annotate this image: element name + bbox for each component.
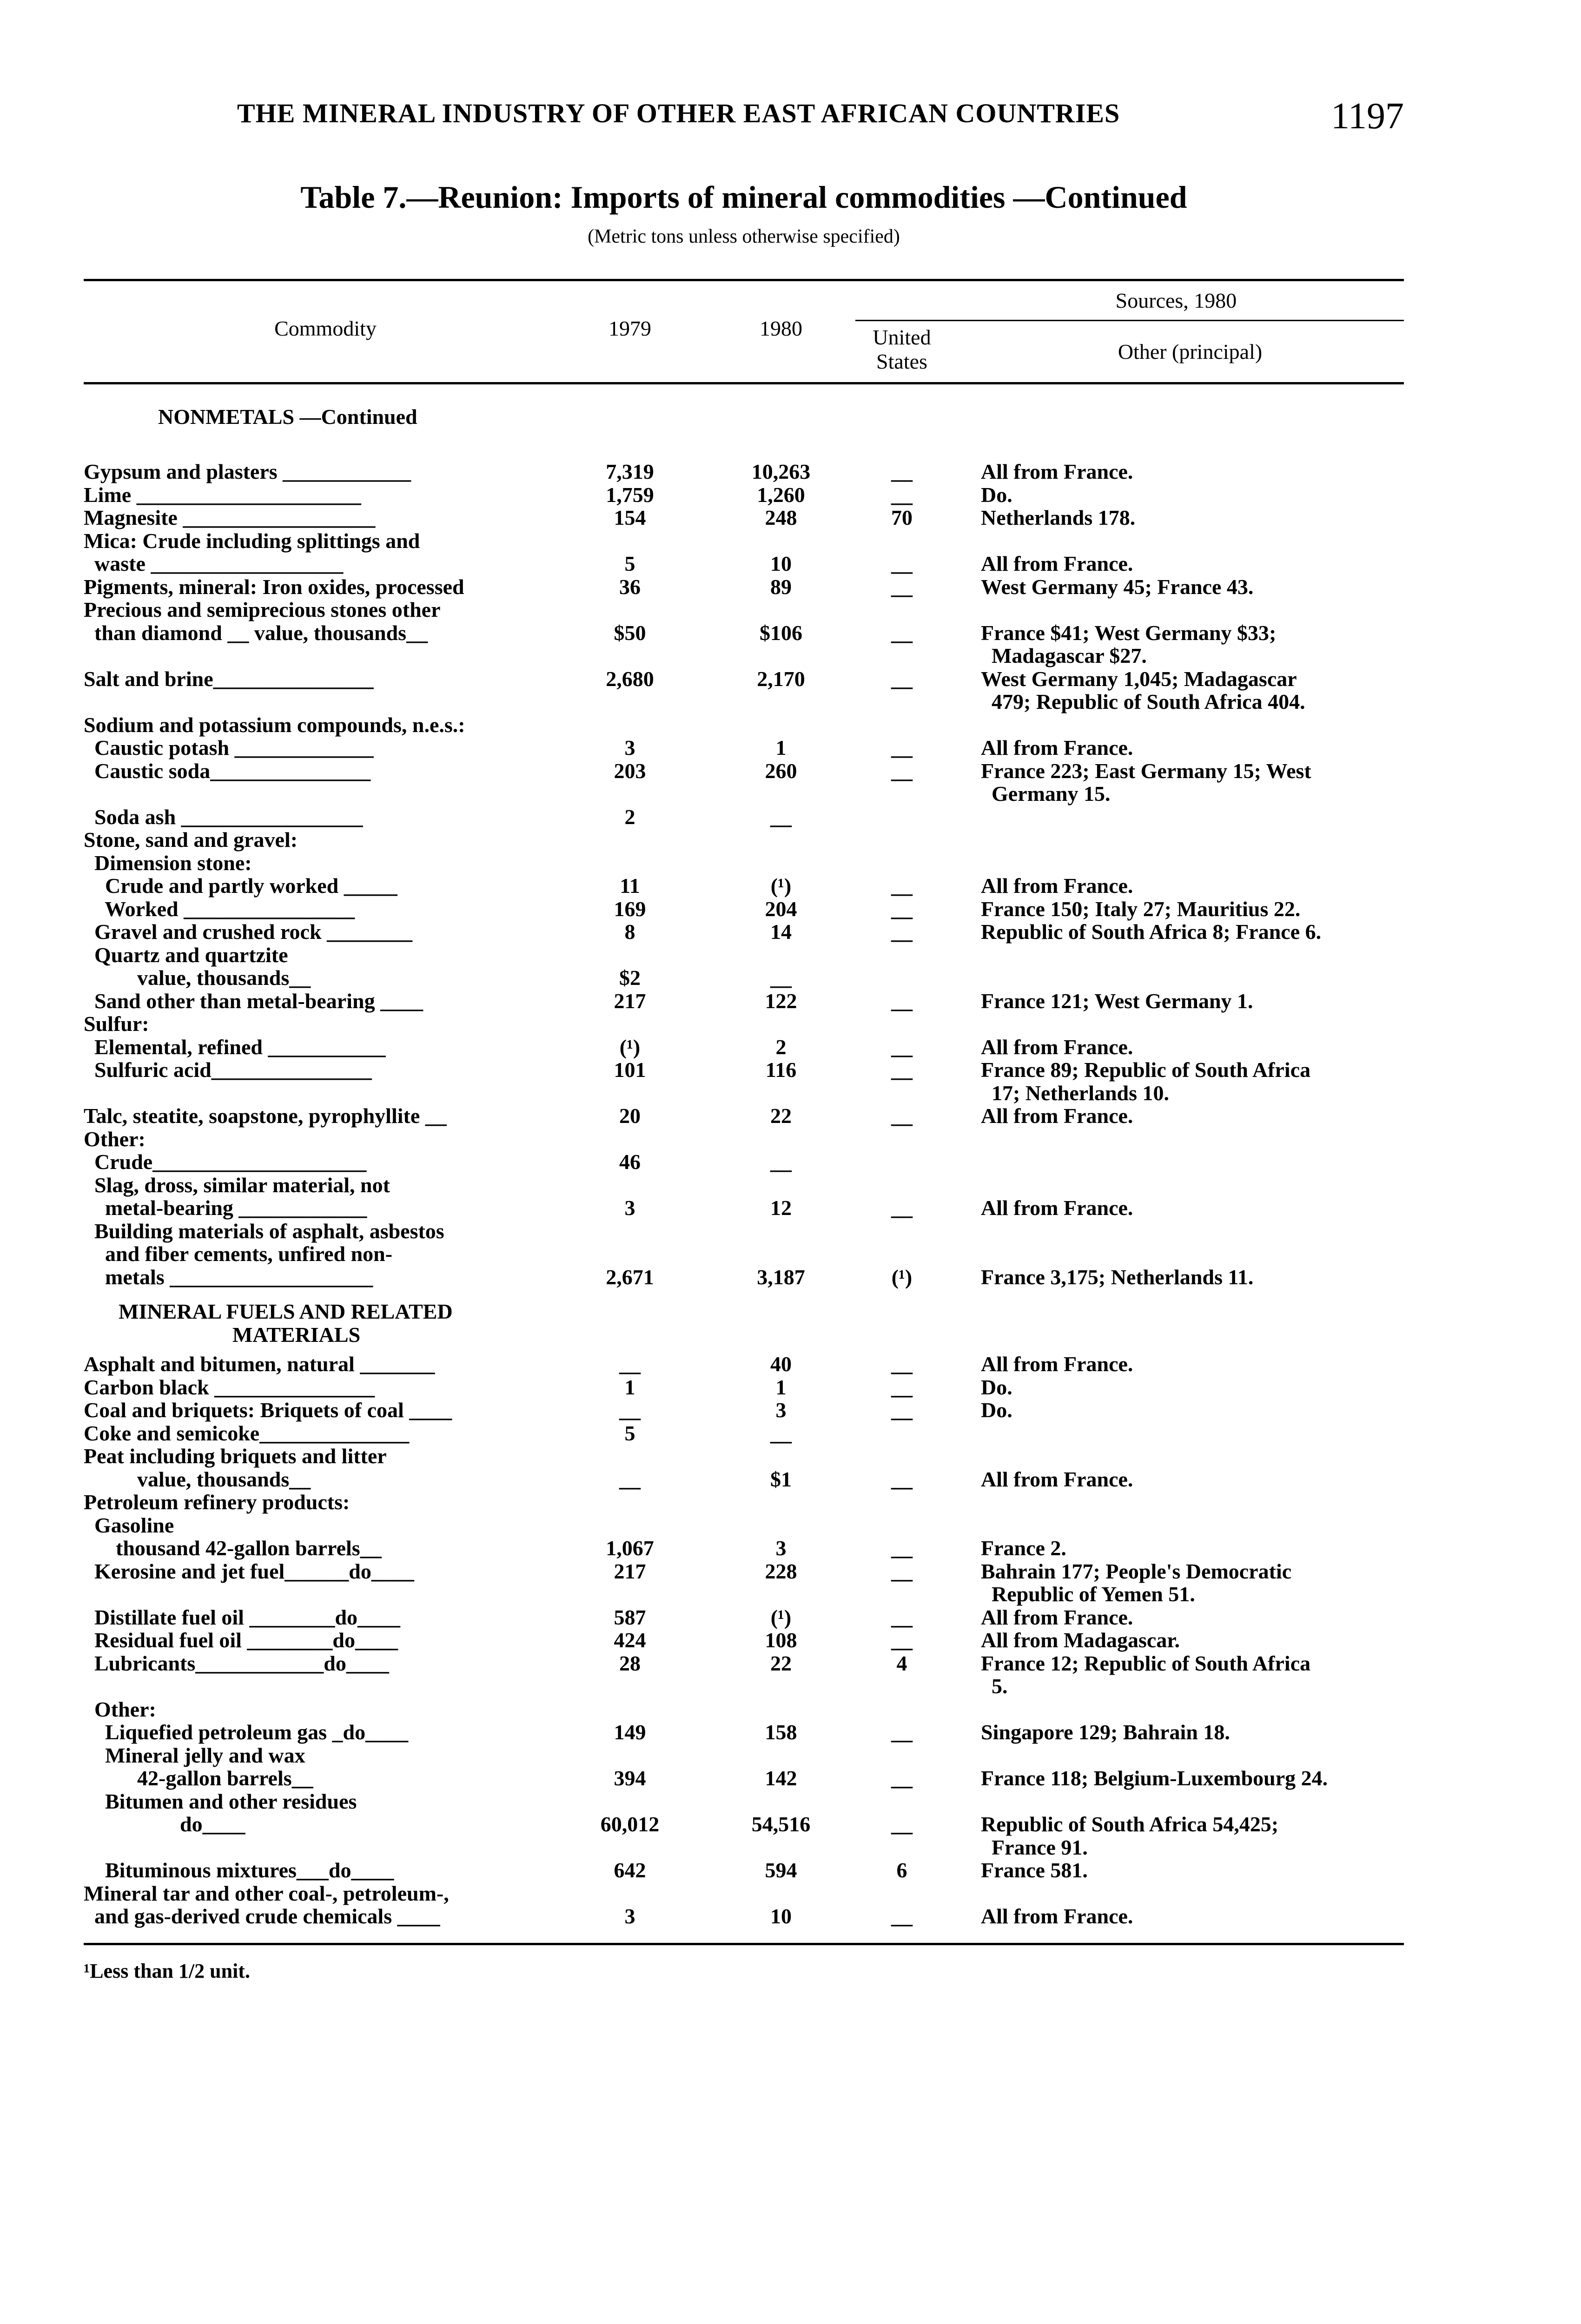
table-row	[84, 1859, 1404, 1882]
value-1980: 3,187	[757, 1265, 805, 1289]
value-1980: 142	[765, 1766, 797, 1790]
commodity-cell: Coke and semicoke______________	[84, 1421, 410, 1445]
commodity-cell: Crude and partly worked _____	[84, 874, 397, 898]
table-row	[84, 1583, 1404, 1606]
table-row	[84, 1376, 1404, 1399]
table-row	[84, 852, 1404, 875]
value-1979: 3	[624, 1904, 635, 1928]
value-other-principal: Singapore 129; Bahrain 18.	[981, 1720, 1230, 1744]
commodity-cell: than diamond __ value, thousands__	[84, 621, 428, 645]
value-1979: 8	[624, 920, 635, 944]
table-row	[84, 1266, 1404, 1289]
table-row	[84, 1196, 1404, 1220]
value-1979: __	[619, 1352, 641, 1376]
commodity-cell: Peat including briquets and litter	[84, 1444, 387, 1468]
commodity-cell: Dimension stone:	[84, 851, 252, 875]
header-united-states: United States	[873, 325, 931, 373]
header-other: Other (principal)	[1118, 340, 1263, 363]
value-1980: (¹)	[770, 874, 792, 898]
value-other-principal: France 91.	[981, 1835, 1088, 1859]
table-row	[84, 1836, 1404, 1859]
table-row	[84, 874, 1404, 898]
value-united-states: 4	[896, 1651, 907, 1675]
value-1980: 2	[775, 1035, 787, 1059]
value-other-principal: All from France.	[981, 874, 1133, 898]
table-row	[84, 1128, 1404, 1151]
commodity-cell: Slag, dross, similar material, not	[84, 1173, 390, 1197]
table-row	[84, 529, 1404, 553]
value-other-principal: West Germany 45; France 43.	[981, 574, 1254, 599]
table-row	[84, 1036, 1404, 1059]
table-row	[84, 1560, 1404, 1583]
value-1980: 10	[770, 552, 792, 575]
value-1979: 642	[614, 1858, 646, 1882]
value-1980: __	[770, 966, 792, 990]
commodity-cell: Sulfur:	[84, 1012, 149, 1036]
value-1979: 217	[614, 1559, 646, 1583]
commodity-cell: Gasoline	[84, 1513, 174, 1537]
commodity-cell: Stone, sand and gravel:	[84, 828, 298, 852]
value-1980: 1	[775, 736, 787, 759]
commodity-cell: Caustic potash _____________	[84, 736, 374, 759]
value-united-states: __	[891, 621, 913, 645]
value-other-principal: France 89; Republic of South Africa	[981, 1058, 1311, 1082]
value-united-states: __	[891, 1605, 913, 1629]
value-other-principal: France 12; Republic of South Africa	[981, 1651, 1311, 1675]
commodity-cell: Building materials of asphalt, asbestos	[84, 1219, 444, 1243]
value-other-principal: France 121; West Germany 1.	[981, 989, 1253, 1013]
value-united-states: __	[891, 1375, 913, 1399]
value-other-principal: 479; Republic of South Africa 404.	[981, 690, 1305, 713]
value-other-principal: Republic of Yemen 51.	[981, 1582, 1195, 1606]
value-united-states: __	[891, 874, 913, 898]
table-row	[84, 1082, 1404, 1105]
value-1980: 158	[765, 1720, 797, 1744]
table-row	[84, 1220, 1404, 1243]
table-row	[84, 713, 1404, 737]
table-row	[84, 1422, 1404, 1445]
value-1980: 10,263	[751, 460, 811, 483]
value-1979: 7,319	[606, 460, 654, 483]
value-1980: 40	[770, 1352, 792, 1376]
value-other-principal: Madagascar $27.	[981, 644, 1147, 667]
value-other-principal: 17; Netherlands 10.	[981, 1081, 1170, 1105]
value-united-states: __	[891, 1352, 913, 1376]
commodity-cell: Precious and semiprecious stones other	[84, 598, 441, 621]
value-other-principal: France $41; West Germany $33;	[981, 621, 1277, 645]
table-title: Table 7.—Reunion: Imports of mineral commodities —Continued	[300, 179, 1187, 215]
value-1980: 108	[765, 1628, 797, 1652]
commodity-cell: Petroleum refinery products:	[84, 1490, 350, 1514]
value-1979: 2,680	[606, 667, 654, 691]
commodity-cell: Gypsum and plasters ____________	[84, 460, 411, 483]
value-united-states: __	[891, 1398, 913, 1422]
commodity-cell: Bituminous mixtures___do____	[84, 1858, 394, 1882]
table-row	[84, 1445, 1404, 1468]
commodity-cell: Elemental, refined ___________	[84, 1035, 386, 1059]
value-1979: 1,759	[606, 482, 654, 507]
table-row	[84, 460, 1404, 483]
table-row	[84, 736, 1404, 759]
table-row	[84, 1104, 1404, 1128]
value-1979: __	[619, 1398, 641, 1422]
section-fuels-line2: MATERIALS	[232, 1323, 361, 1347]
table-row	[84, 1675, 1404, 1698]
commodity-cell: Quartz and quartzite	[84, 943, 288, 967]
value-united-states: __	[891, 552, 913, 575]
value-1980: 22	[770, 1104, 792, 1128]
table-row	[84, 1767, 1404, 1790]
sources-rule	[855, 320, 1404, 321]
value-united-states: 6	[896, 1858, 907, 1882]
commodity-cell: 42-gallon barrels__	[84, 1766, 313, 1790]
value-1980: 594	[765, 1858, 797, 1882]
value-other-principal: Netherlands 178.	[981, 506, 1136, 529]
value-other-principal: All from France.	[981, 1104, 1133, 1128]
value-1980: __	[770, 1421, 792, 1445]
value-1979: 60,012	[600, 1812, 660, 1836]
table-row	[84, 1790, 1404, 1813]
value-other-principal: 5.	[981, 1674, 1008, 1698]
value-other-principal: All from France.	[981, 552, 1133, 575]
table-row	[84, 1813, 1404, 1836]
value-1979: __	[619, 1467, 641, 1491]
value-other-principal: All from France.	[981, 1035, 1133, 1059]
value-other-principal: All from France.	[981, 736, 1133, 759]
running-head: THE MINERAL INDUSTRY OF OTHER EAST AFRICAN COUNTRIES	[237, 98, 1120, 128]
commodity-cell: Caustic soda_______________	[84, 759, 371, 783]
commodity-cell: Crude____________________	[84, 1150, 367, 1174]
commodity-cell: metals ___________________	[84, 1265, 373, 1289]
table-row	[84, 644, 1404, 667]
table-row	[84, 1629, 1404, 1652]
value-1979: 1	[624, 1375, 635, 1399]
value-1979: 5	[624, 1421, 635, 1445]
table-subtitle: (Metric tons unless otherwise specified)	[588, 226, 900, 247]
value-1979: 101	[614, 1058, 646, 1082]
table-row	[84, 552, 1404, 575]
value-united-states: __	[891, 920, 913, 944]
value-1979: 424	[614, 1628, 646, 1652]
value-1979: 3	[624, 736, 635, 759]
value-united-states: __	[891, 460, 913, 483]
value-1980: 10	[770, 1904, 792, 1928]
commodity-cell: Soda ash _________________	[84, 805, 363, 829]
value-other-principal: France 118; Belgium-Luxembourg 24.	[981, 1766, 1328, 1790]
commodity-cell: Other:	[84, 1127, 146, 1151]
value-1979: 217	[614, 989, 646, 1013]
commodity-cell: Magnesite __________________	[84, 506, 376, 529]
value-united-states: __	[891, 1104, 913, 1128]
table-row	[84, 1882, 1404, 1905]
commodity-cell: Bitumen and other residues	[84, 1789, 357, 1813]
table-row	[84, 782, 1404, 805]
table-row	[84, 1491, 1404, 1514]
table-row	[84, 1174, 1404, 1197]
table-row	[84, 1514, 1404, 1537]
value-united-states: __	[891, 1536, 913, 1560]
value-other-principal: Republic of South Africa 8; France 6.	[981, 920, 1322, 944]
value-1979: 394	[614, 1766, 646, 1790]
value-other-principal: France 2.	[981, 1536, 1066, 1560]
commodity-cell: Salt and brine_______________	[84, 667, 374, 691]
commodity-cell: value, thousands__	[84, 1467, 311, 1491]
commodity-cell: Asphalt and bitumen, natural _______	[84, 1352, 435, 1376]
value-united-states: __	[891, 1628, 913, 1652]
value-united-states: __	[891, 1720, 913, 1744]
header-1979: 1979	[609, 317, 651, 340]
value-other-principal: Do.	[981, 1398, 1012, 1422]
table-row	[84, 1468, 1404, 1491]
commodity-cell: Talc, steatite, soapstone, pyrophyllite __	[84, 1104, 447, 1128]
value-other-principal: All from France.	[981, 1196, 1133, 1220]
value-united-states: __	[891, 1812, 913, 1836]
value-other-principal: France 150; Italy 27; Mauritius 22.	[981, 897, 1301, 921]
value-1979: $50	[614, 621, 646, 645]
value-other-principal: Do.	[981, 1375, 1012, 1399]
table-row	[84, 990, 1404, 1013]
value-1980: __	[770, 805, 792, 829]
value-1979: 2	[624, 805, 635, 829]
value-united-states: __	[891, 667, 913, 691]
value-1979: 1,067	[606, 1536, 654, 1560]
table-row	[84, 667, 1404, 691]
commodity-cell: value, thousands__	[84, 966, 311, 990]
table-row	[84, 1606, 1404, 1629]
commodity-cell: Sodium and potassium compounds, n.e.s.:	[84, 713, 465, 737]
footnote: ¹Less than 1/2 unit.	[84, 1960, 250, 1982]
commodity-cell: Pigments, mineral: Iron oxides, processed	[84, 574, 464, 599]
value-1979: (¹)	[619, 1035, 641, 1059]
commodity-cell: Mineral tar and other coal-, petroleum-,	[84, 1881, 449, 1905]
value-1980: 89	[770, 574, 792, 599]
value-united-states: (¹)	[891, 1265, 913, 1289]
value-1979: 5	[624, 552, 635, 575]
table-row	[84, 483, 1404, 507]
value-1980: $106	[760, 621, 802, 645]
table-row	[84, 828, 1404, 852]
value-united-states: __	[891, 1058, 913, 1082]
table-row	[84, 1012, 1404, 1036]
value-other-principal: West Germany 1,045; Madagascar	[981, 667, 1297, 691]
commodity-cell: Lubricants____________do____	[84, 1651, 389, 1675]
table-row	[84, 1058, 1404, 1082]
value-united-states: __	[891, 1035, 913, 1059]
value-1979: 28	[619, 1651, 641, 1675]
table-row	[84, 598, 1404, 621]
value-united-states: __	[891, 1559, 913, 1583]
value-1980: $1	[770, 1467, 792, 1491]
value-other-principal: Republic of South Africa 54,425;	[981, 1812, 1279, 1836]
table-row	[84, 805, 1404, 829]
value-1979: 20	[619, 1104, 641, 1128]
value-other-principal: Germany 15.	[981, 782, 1111, 805]
value-united-states: __	[891, 482, 913, 507]
value-other-principal: Do.	[981, 482, 1012, 507]
value-1980: 3	[775, 1536, 787, 1560]
section-nonmetals: NONMETALS —Continued	[158, 405, 417, 429]
table-row	[84, 1242, 1404, 1266]
commodity-cell: Lime _____________________	[84, 482, 361, 507]
table-row	[84, 1399, 1404, 1422]
commodity-cell: Residual fuel oil ________do____	[84, 1628, 398, 1652]
value-other-principal: Bahrain 177; People's Democratic	[981, 1559, 1292, 1583]
value-1980: 12	[770, 1196, 792, 1220]
commodity-cell: Mineral jelly and wax	[84, 1743, 305, 1767]
commodity-cell: and gas-derived crude chemicals ____	[84, 1904, 440, 1928]
page-number: 1197	[1330, 96, 1404, 137]
table-row	[84, 1150, 1404, 1174]
page	[84, 0, 1404, 2324]
value-1980: 116	[765, 1058, 797, 1082]
value-1980: 2,170	[757, 667, 805, 691]
commodity-cell: Liquefied petroleum gas _do____	[84, 1720, 409, 1744]
table-row	[84, 621, 1404, 645]
value-1980: 1,260	[757, 482, 805, 507]
commodity-cell: Other:	[84, 1697, 156, 1721]
value-1979: 203	[614, 759, 646, 783]
commodity-cell: Distillate fuel oil ________do____	[84, 1605, 401, 1629]
commodity-cell: Sand other than metal-bearing ____	[84, 989, 423, 1013]
value-1979: 587	[614, 1605, 646, 1629]
value-1979: $2	[619, 966, 641, 990]
value-united-states: __	[891, 574, 913, 599]
top-rule	[84, 279, 1404, 281]
value-other-principal: France 223; East Germany 15; West	[981, 759, 1311, 783]
value-1980: 260	[765, 759, 797, 783]
commodity-cell: and fiber cements, unfired non-	[84, 1242, 393, 1266]
value-1980: 3	[775, 1398, 787, 1422]
value-united-states: 70	[891, 506, 913, 529]
table-row	[84, 759, 1404, 783]
table-row	[84, 690, 1404, 713]
table-row	[84, 1537, 1404, 1560]
value-1979: 154	[614, 506, 646, 529]
value-united-states: __	[891, 1196, 913, 1220]
commodity-cell: do____	[84, 1812, 245, 1836]
value-other-principal: All from France.	[981, 1467, 1133, 1491]
value-1980: 14	[770, 920, 792, 944]
commodity-cell: Gravel and crushed rock ________	[84, 920, 413, 944]
table-row	[84, 506, 1404, 529]
commodity-cell: waste __________________	[84, 552, 344, 575]
commodity-cell: Mica: Crude including splittings and	[84, 528, 420, 553]
table-row	[84, 1652, 1404, 1675]
table-row	[84, 944, 1404, 967]
commodity-cell: Sulfuric acid_______________	[84, 1058, 372, 1082]
value-united-states: __	[891, 989, 913, 1013]
table-row	[84, 1353, 1404, 1376]
value-united-states: __	[891, 736, 913, 759]
table-row	[84, 1905, 1404, 1928]
value-other-principal: All from Madagascar.	[981, 1628, 1180, 1652]
table-row	[84, 1721, 1404, 1744]
value-united-states: __	[891, 1766, 913, 1790]
value-1979: 36	[619, 574, 641, 599]
value-1980: (¹)	[770, 1605, 792, 1629]
table-row	[84, 1698, 1404, 1721]
value-other-principal: France 581.	[981, 1858, 1088, 1882]
value-1979: 2,671	[606, 1265, 654, 1289]
commodity-cell: thousand 42-gallon barrels__	[84, 1536, 382, 1560]
header-1980: 1980	[760, 317, 802, 340]
value-1980: 204	[765, 897, 797, 921]
value-1980: 1	[775, 1375, 787, 1399]
table-row	[84, 898, 1404, 921]
value-1980: 228	[765, 1559, 797, 1583]
value-1979: 149	[614, 1720, 646, 1744]
value-united-states: __	[891, 1467, 913, 1491]
value-other-principal: All from France.	[981, 1352, 1133, 1376]
value-other-principal: All from France.	[981, 1605, 1133, 1629]
value-1979: 169	[614, 897, 646, 921]
value-1979: 46	[619, 1150, 641, 1174]
table-row	[84, 966, 1404, 990]
value-united-states: __	[891, 759, 913, 783]
value-united-states: __	[891, 1904, 913, 1928]
commodity-cell: metal-bearing ____________	[84, 1196, 367, 1220]
value-1980: 22	[770, 1651, 792, 1675]
value-1980: 248	[765, 506, 797, 529]
value-1980: 122	[765, 989, 797, 1013]
section-fuels-line1: MINERAL FUELS AND RELATED	[119, 1300, 453, 1323]
table-row	[84, 1744, 1404, 1767]
commodity-cell: Worked ________________	[84, 897, 355, 921]
header-bottom-rule	[84, 382, 1404, 384]
commodity-cell: Coal and briquets: Briquets of coal ____	[84, 1398, 452, 1422]
value-1980: 54,516	[751, 1812, 811, 1836]
value-other-principal: France 3,175; Netherlands 11.	[981, 1265, 1254, 1289]
value-1980: __	[770, 1150, 792, 1174]
table-bottom-rule	[84, 1943, 1404, 1945]
header-sources: Sources, 1980	[1115, 289, 1237, 312]
value-other-principal: All from France.	[981, 1904, 1133, 1928]
value-united-states: __	[891, 897, 913, 921]
table-row	[84, 920, 1404, 944]
header-commodity: Commodity	[274, 317, 377, 340]
value-1979: 3	[624, 1196, 635, 1220]
commodity-cell: Carbon black _______________	[84, 1375, 375, 1399]
value-1979: 11	[620, 874, 640, 898]
table-row	[84, 575, 1404, 599]
value-other-principal: All from France.	[981, 460, 1133, 483]
commodity-cell: Kerosine and jet fuel______do____	[84, 1559, 414, 1583]
